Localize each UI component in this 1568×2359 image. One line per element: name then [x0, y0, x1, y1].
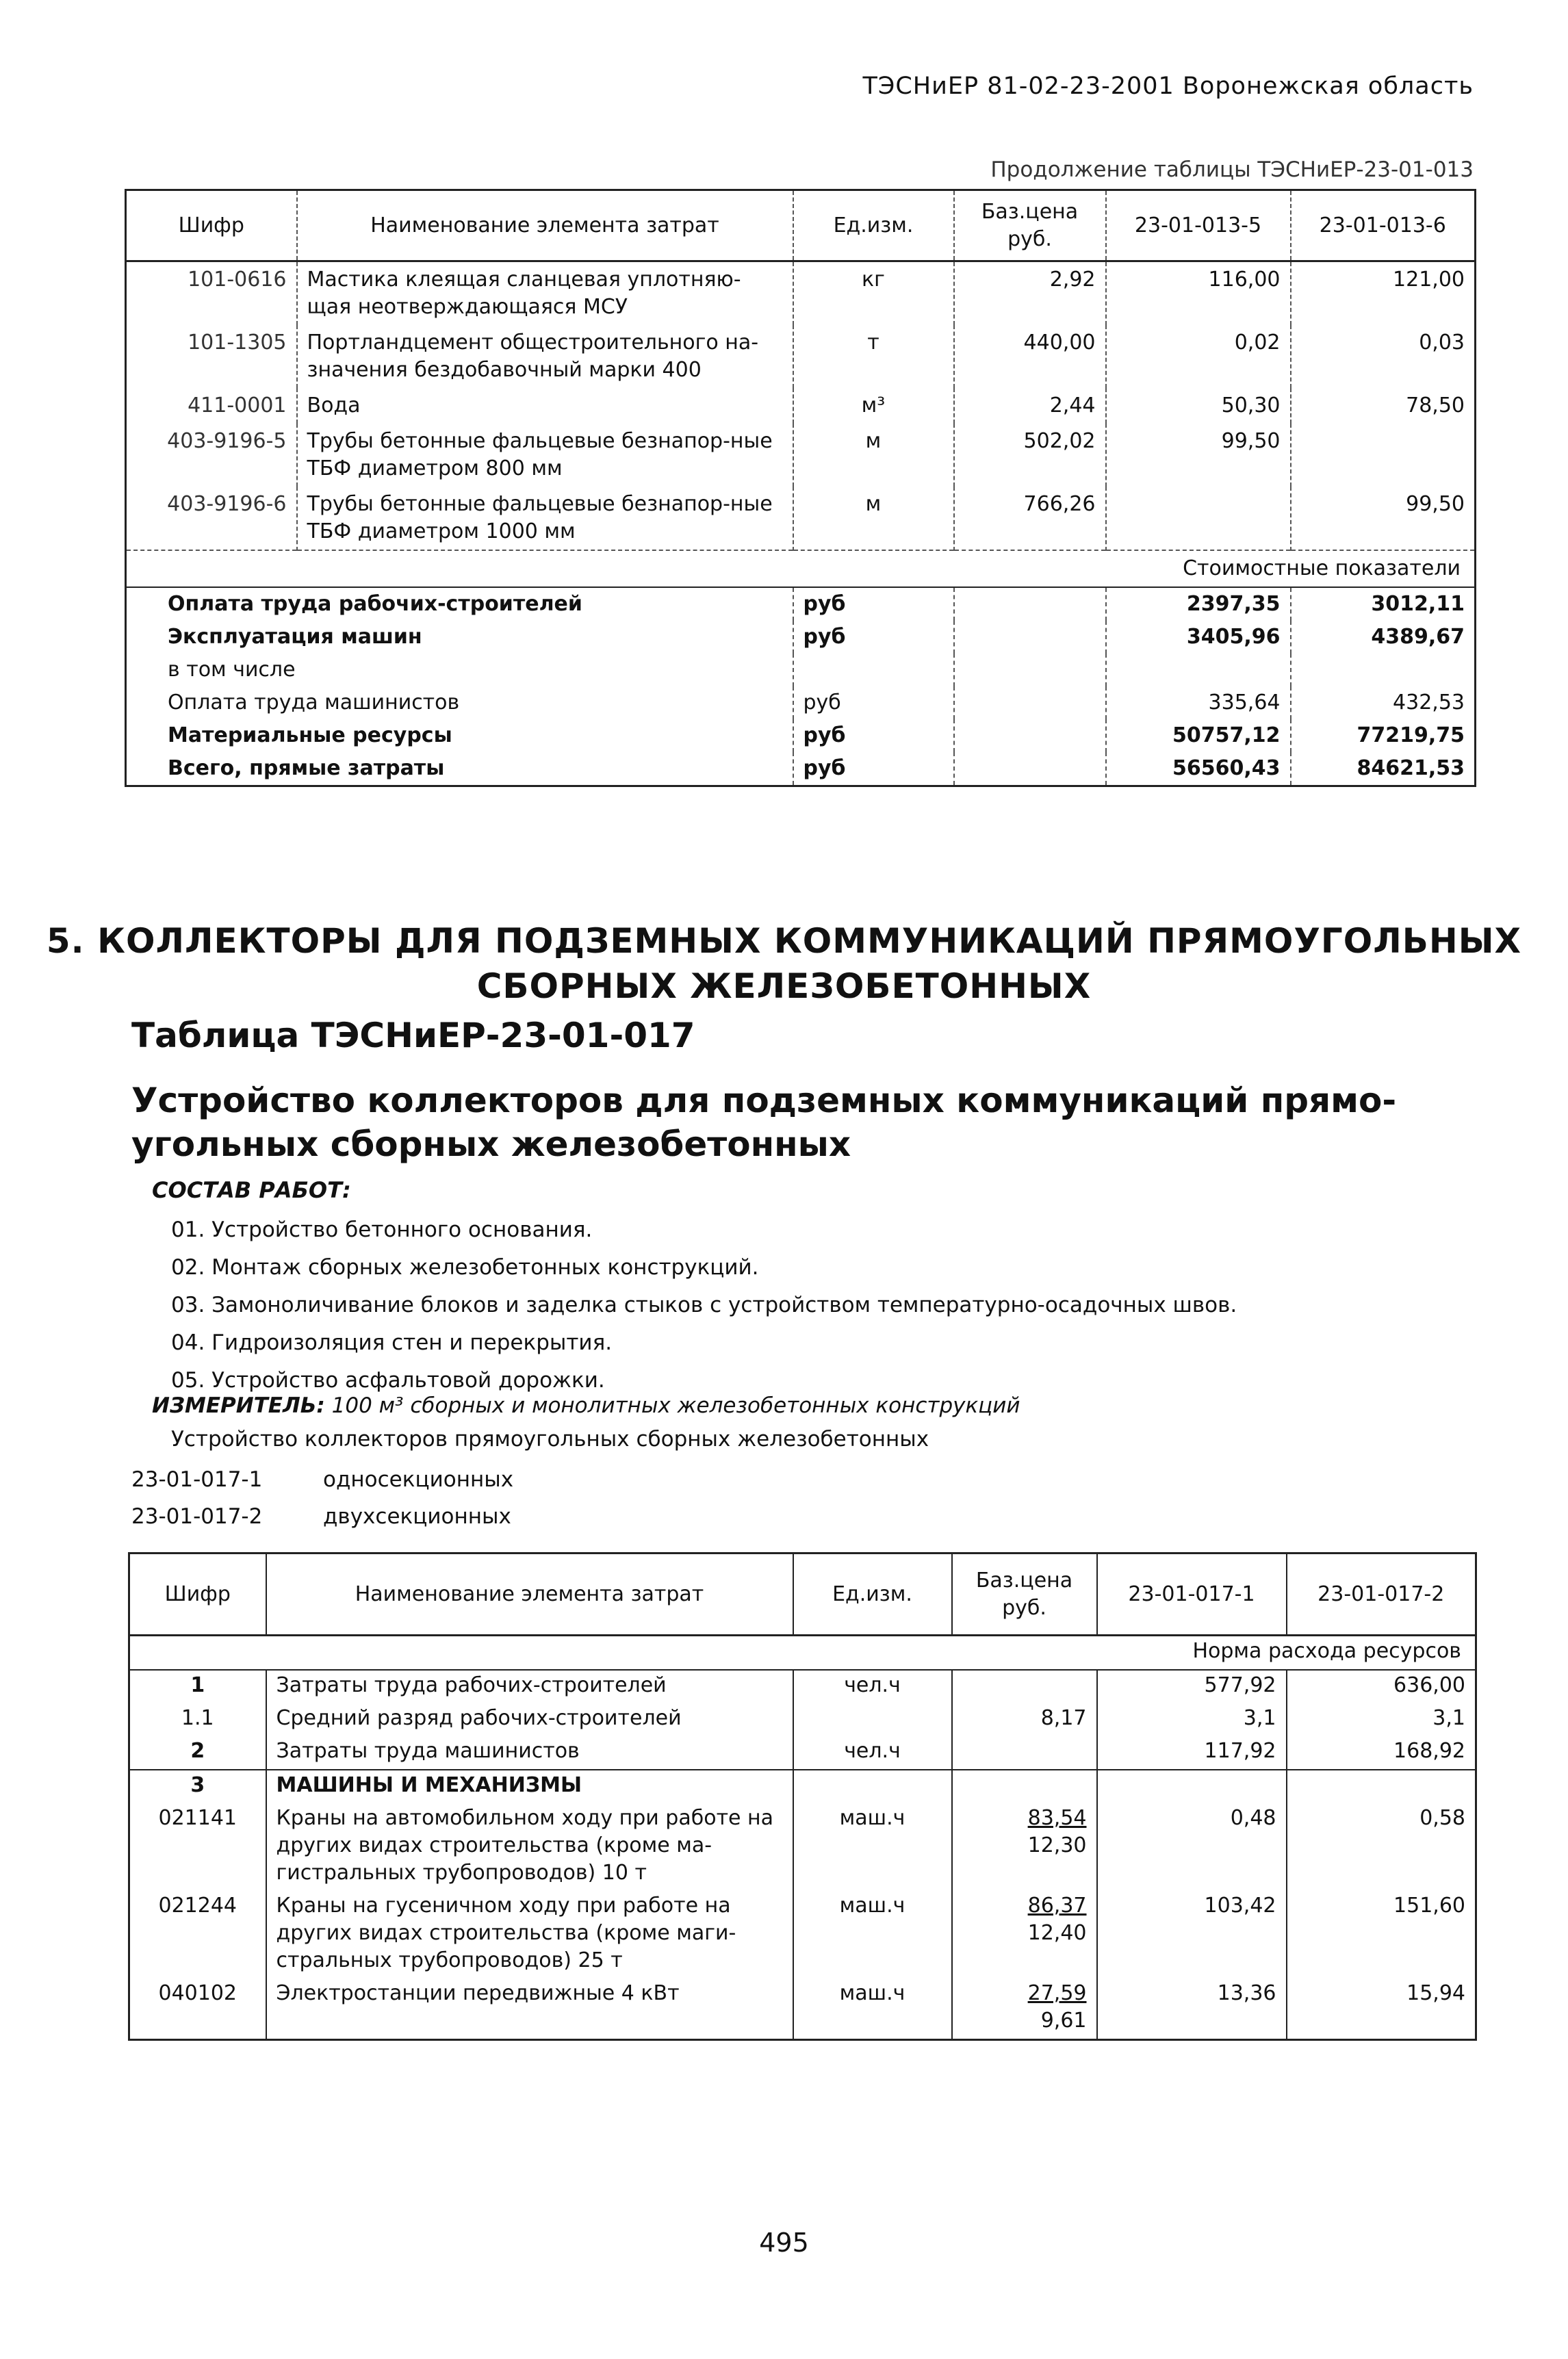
- row-name: Трубы бетонные фальцевые безнапор-ные ТБФ диаметром 800 мм: [297, 424, 793, 487]
- resources-table-013: [125, 189, 1476, 787]
- row-value-2: 0,58: [1287, 1803, 1476, 1891]
- cost-unit: [793, 654, 954, 686]
- row-value-2: [1287, 1770, 1476, 1803]
- work-item: 03. Замоноличивание блоков и заделка стыков с устройством температурно-осадочных швов.: [171, 1293, 1237, 1317]
- cost-header: Стоимостные показатели: [126, 550, 1476, 587]
- row-code: 411-0001: [188, 394, 287, 417]
- cost-name: Эксплуатация машин: [168, 625, 422, 649]
- cost-empty: [954, 587, 1106, 621]
- table-row: [126, 261, 1476, 326]
- cost-unit: руб: [793, 719, 954, 752]
- row-price: 502,02: [954, 424, 1106, 487]
- cost-row: [126, 686, 1476, 719]
- table-header-row: [126, 190, 1476, 261]
- col-header-unit: Ед.изм.: [793, 1554, 952, 1636]
- running-title: ТЭСНиЕР 81-02-23-2001 Воронежская область: [862, 73, 1474, 100]
- variant-code: 23-01-017-2: [131, 1504, 263, 1529]
- row-value-2: 99,50: [1291, 487, 1476, 550]
- variant-item: [131, 1498, 513, 1535]
- row-value-1: [1106, 487, 1291, 550]
- col-header-variant-2: 23-01-013-6: [1291, 190, 1476, 261]
- row-price: [952, 1670, 1097, 1703]
- row-code: 403-9196-5: [167, 429, 287, 453]
- table-row: [129, 1703, 1476, 1736]
- norm-header-row: [129, 1636, 1476, 1671]
- cost-unit: руб: [793, 752, 954, 786]
- cost-name: Материальные ресурсы: [168, 723, 452, 747]
- row-value-2: 0,03: [1291, 325, 1476, 388]
- cost-value-2: 77219,75: [1291, 719, 1476, 752]
- row-unit: [793, 1770, 952, 1803]
- cost-row: [126, 621, 1476, 654]
- col-header-price: Баз.цена руб.: [954, 190, 1106, 261]
- measure-line: [152, 1393, 1020, 1418]
- row-code: 101-0616: [188, 268, 287, 292]
- cost-name: Оплата труда рабочих-строителей: [126, 587, 793, 621]
- row-value-2: 3,1: [1287, 1703, 1476, 1736]
- col-header-variant-1: 23-01-013-5: [1106, 190, 1291, 261]
- section-title-line-2: СБОРНЫХ ЖЕЛЕЗОБЕТОННЫХ: [476, 966, 1092, 1006]
- cost-empty: [954, 654, 1106, 686]
- row-name: Портландцемент общестроительного на-значения бездобавочный марки 400: [297, 325, 793, 388]
- table-row: [126, 325, 1476, 388]
- cost-row: [126, 719, 1476, 752]
- cost-unit: руб: [793, 686, 954, 719]
- work-item: 05. Устройство асфальтовой дорожки.: [171, 1368, 605, 1393]
- row-code: 021244: [158, 1894, 237, 1918]
- row-unit: т: [793, 325, 954, 388]
- price-base: 83,54: [1027, 1806, 1087, 1830]
- row-value-1: 13,36: [1097, 1978, 1287, 2040]
- row-value-1: 0,48: [1097, 1803, 1287, 1891]
- row-code: 101-1305: [188, 331, 287, 355]
- cost-row: [126, 654, 1476, 686]
- work-composition-heading: СОСТАВ РАБОТ:: [152, 1177, 351, 1203]
- row-unit: чел.ч: [793, 1736, 952, 1770]
- row-name: Трубы бетонные фальцевые безнапор-ные ТБФ диаметром 1000 мм: [297, 487, 793, 550]
- cost-empty: [954, 752, 1106, 786]
- cost-value-1: 335,64: [1106, 686, 1291, 719]
- cost-value-2: 4389,67: [1291, 621, 1476, 654]
- row-value-1: 0,02: [1106, 325, 1291, 388]
- work-composition-list: [171, 1211, 1237, 1400]
- cost-empty: [954, 621, 1106, 654]
- row-value-2: 151,60: [1287, 1891, 1476, 1978]
- variant-item: [131, 1461, 513, 1498]
- row-value-1: 103,42: [1097, 1891, 1287, 1978]
- row-name: Затраты труда рабочих-строителей: [266, 1670, 793, 1703]
- row-value-1: [1097, 1770, 1287, 1803]
- row-value-1: 116,00: [1106, 261, 1291, 326]
- row-name: Вода: [297, 388, 793, 424]
- col-header-unit: Ед.изм.: [793, 190, 954, 261]
- variant-list: [131, 1461, 513, 1535]
- row-price: [952, 1703, 1097, 1736]
- cost-value-1: 3405,96: [1106, 621, 1291, 654]
- col-header-variant-1: 23-01-017-1: [1097, 1554, 1287, 1636]
- table-title: Таблица ТЭСНиЕР-23-01-017: [131, 1016, 695, 1055]
- table-row: [126, 388, 1476, 424]
- price-labor: 12,30: [1027, 1833, 1087, 1857]
- row-code: 3: [129, 1770, 266, 1803]
- measure-label: ИЗМЕРИТЕЛЬ:: [152, 1393, 325, 1418]
- price-labor: 8,17: [1040, 1706, 1087, 1730]
- variant-code: 23-01-017-1: [131, 1467, 263, 1492]
- col-header-name: Наименование элемента затрат: [266, 1554, 793, 1636]
- row-unit: маш.ч: [793, 1891, 952, 1978]
- table-row: [126, 424, 1476, 487]
- cost-unit: руб: [793, 621, 954, 654]
- row-code: 021141: [158, 1806, 237, 1830]
- row-value-2: 78,50: [1291, 388, 1476, 424]
- row-code: 040102: [158, 1981, 237, 2005]
- row-value-2: [1291, 424, 1476, 487]
- cost-value-2: 84621,53: [1291, 752, 1476, 786]
- cost-value-2: 432,53: [1291, 686, 1476, 719]
- row-value-2: 15,94: [1287, 1978, 1476, 2040]
- cost-value-1: [1106, 654, 1291, 686]
- cost-value-2: [1291, 654, 1476, 686]
- col-header-price: Баз.цена руб.: [952, 1554, 1097, 1636]
- cost-empty: [954, 686, 1106, 719]
- variant-name: двухсекционных: [323, 1504, 511, 1529]
- row-unit: м: [793, 487, 954, 550]
- work-item: 02. Монтаж сборных железобетонных конструкций.: [171, 1255, 759, 1280]
- row-price: 2,44: [954, 388, 1106, 424]
- row-unit: м: [793, 424, 954, 487]
- row-name: Краны на автомобильном ходу при работе на других видах строительства (кроме ма-гистральных трубопроводов) 10 т: [266, 1803, 793, 1891]
- row-price: [952, 1978, 1097, 2040]
- variant-name: односекционных: [323, 1467, 514, 1492]
- cost-name: Всего, прямые затраты: [168, 756, 445, 780]
- work-item: 04. Гидроизоляция стен и перекрытия.: [171, 1330, 613, 1355]
- table-subtitle: Устройство коллекторов для подземных коммуникаций прямо-угольных сборных железобетонных: [131, 1081, 1397, 1164]
- row-value-2: 636,00: [1287, 1670, 1476, 1703]
- page-number: 495: [759, 2228, 809, 2258]
- row-name: Электростанции передвижные 4 кВт: [266, 1978, 793, 2040]
- col-header-code: Шифр: [129, 1554, 266, 1636]
- row-value-1: 50,30: [1106, 388, 1291, 424]
- row-price: [952, 1891, 1097, 1978]
- norm-header: Норма расхода ресурсов: [129, 1636, 1476, 1671]
- col-header-variant-2: 23-01-017-2: [1287, 1554, 1476, 1636]
- cost-header-row: [126, 550, 1476, 587]
- row-value-1: 3,1: [1097, 1703, 1287, 1736]
- row-unit: чел.ч: [793, 1670, 952, 1703]
- cost-unit: руб: [793, 587, 954, 621]
- row-value-2: 121,00: [1291, 261, 1476, 326]
- table-row: [129, 1736, 1476, 1770]
- table-continuation-note: Продолжение таблицы ТЭСНиЕР-23-01-013: [990, 157, 1474, 182]
- cost-empty: [954, 719, 1106, 752]
- row-code: 403-9196-6: [167, 492, 287, 516]
- row-name: МАШИНЫ И МЕХАНИЗМЫ: [266, 1770, 793, 1803]
- row-price: [952, 1770, 1097, 1803]
- row-code: 2: [190, 1739, 205, 1763]
- row-code: 1: [190, 1673, 205, 1697]
- cost-value-1: 2397,35: [1106, 587, 1291, 621]
- row-name: Краны на гусеничном ходу при работе на других видах строительства (кроме маги-стральных трубопроводов) 25 т: [266, 1891, 793, 1978]
- row-unit: [793, 1703, 952, 1736]
- table-row: [129, 1770, 1476, 1803]
- row-unit: м³: [793, 388, 954, 424]
- row-price: 440,00: [954, 325, 1106, 388]
- price-labor: 9,61: [1040, 2009, 1087, 2033]
- work-item: 01. Устройство бетонного основания.: [171, 1217, 593, 1242]
- cost-value-2: 3012,11: [1291, 587, 1476, 621]
- cost-row: [126, 752, 1476, 786]
- table-row: [129, 1803, 1476, 1891]
- cost-name: в том числе: [168, 658, 296, 682]
- measure-text: 100 м³ сборных и монолитных железобетонных конструкций: [331, 1393, 1020, 1418]
- row-name: Средний разряд рабочих-строителей: [266, 1703, 793, 1736]
- row-code: 1.1: [181, 1706, 214, 1730]
- row-name: Затраты труда машинистов: [266, 1736, 793, 1770]
- table-row: [129, 1978, 1476, 2040]
- row-price: 766,26: [954, 487, 1106, 550]
- row-price: [952, 1736, 1097, 1770]
- price-base: 86,37: [1027, 1894, 1087, 1918]
- row-unit: маш.ч: [793, 1803, 952, 1891]
- price-labor: 12,40: [1027, 1921, 1087, 1945]
- price-base: 27,59: [1027, 1981, 1087, 2005]
- cost-name: Оплата труда машинистов: [168, 691, 460, 714]
- resources-table-017: [128, 1552, 1477, 2041]
- table-row: [129, 1670, 1476, 1703]
- section-title: [0, 918, 1568, 1009]
- row-price: 2,92: [954, 261, 1106, 326]
- row-price: [952, 1803, 1097, 1891]
- measure-subtext: Устройство коллекторов прямоугольных сборных железобетонных: [171, 1427, 929, 1452]
- cost-row: [126, 587, 1476, 621]
- row-value-1: 117,92: [1097, 1736, 1287, 1770]
- cost-value-1: 56560,43: [1106, 752, 1291, 786]
- table-row: [129, 1891, 1476, 1978]
- table-header-row: [129, 1554, 1476, 1636]
- col-header-name: Наименование элемента затрат: [297, 190, 793, 261]
- col-header-code: Шифр: [126, 190, 297, 261]
- table-row: [126, 487, 1476, 550]
- row-value-1: 99,50: [1106, 424, 1291, 487]
- section-title-line-1: 5. КОЛЛЕКТОРЫ ДЛЯ ПОДЗЕМНЫХ КОММУНИКАЦИЙ ПРЯМОУГОЛЬНЫХ: [46, 921, 1522, 961]
- row-value-2: 168,92: [1287, 1736, 1476, 1770]
- cost-value-1: 50757,12: [1106, 719, 1291, 752]
- row-unit: кг: [793, 261, 954, 326]
- row-value-1: 577,92: [1097, 1670, 1287, 1703]
- row-unit: маш.ч: [793, 1978, 952, 2040]
- row-name: Мастика клеящая сланцевая уплотняю-щая неотверждающаяся МСУ: [297, 261, 793, 326]
